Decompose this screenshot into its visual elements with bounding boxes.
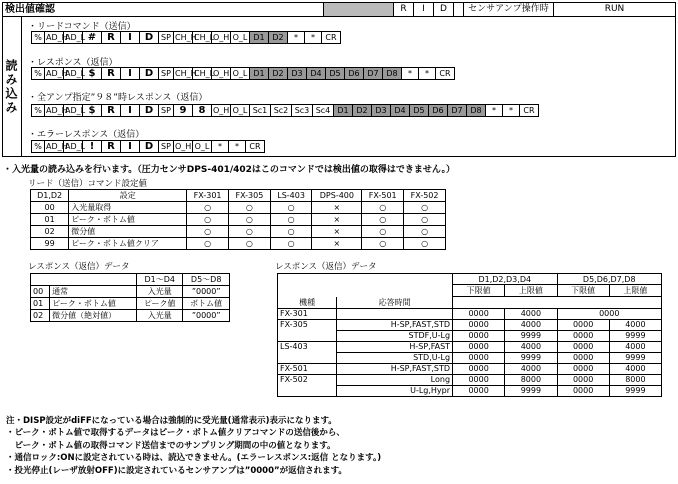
table-cell: ○: [270, 202, 312, 214]
table-cell: ○: [362, 226, 404, 238]
table-cell: ×: [312, 202, 362, 214]
table-row: [278, 374, 662, 385]
frame-cell: SP: [158, 140, 174, 153]
table-cell: STD,U-Lg: [337, 352, 453, 363]
table-cell: ×: [312, 226, 362, 238]
table-cell: 9999: [609, 330, 661, 341]
cmd-table-header: FX-501: [362, 190, 404, 202]
table-cell: ○: [229, 214, 271, 226]
cmd-table-header: 設定: [69, 190, 187, 202]
resp-table-title: レスポンス（返信）データ: [28, 262, 130, 272]
table-cell: ○: [270, 214, 312, 226]
table-cell: LS-403: [278, 341, 337, 352]
frame-cell: AD_H: [46, 106, 68, 115]
table-cell: 01: [31, 214, 69, 226]
table-cell: U-Lg,Hypr: [337, 385, 453, 396]
table-cell: ○: [229, 226, 271, 238]
table-cell: H-SP,FAST,STD: [337, 319, 453, 330]
frame-cell: O_H: [213, 106, 230, 115]
table-row: [31, 310, 230, 322]
cmd-table-header: D1,D2: [31, 190, 69, 202]
frame-cell: CH_L: [194, 69, 215, 78]
note-line: ・投光停止(レーザ放射OFF)に設定されているセンサアンプは”0000”が返信されます。: [6, 465, 347, 476]
frame-cell: D3: [371, 104, 391, 117]
table-cell: 4000: [609, 363, 661, 374]
table-cell: ○: [362, 202, 404, 214]
range-head-low2: 下限値: [557, 285, 609, 297]
table-row: [31, 298, 230, 310]
frame-cell: D5: [325, 67, 345, 80]
frame-cell: D2: [268, 31, 288, 44]
frame-cell: O_L: [230, 67, 250, 80]
table-cell: 9999: [609, 385, 661, 396]
table-cell: 0000: [453, 385, 505, 396]
response-range-table: [277, 273, 662, 397]
frame-cell: CR: [435, 67, 455, 80]
table-cell: ピーク・ボトム値: [50, 298, 137, 310]
header-bar: [2, 2, 676, 17]
note-line: ・ピーク・ボトム値で取得するデータはピーク・ボトム値クリアコマンドの送信後から、: [6, 428, 345, 439]
intro-text: ・入光量の読み込みを行います。（圧力センサDPS-401/402はこのコマンドでは検出値の取得はできません。）: [3, 165, 455, 175]
table-cell: 9999: [505, 330, 557, 341]
table-cell: ピーク・ボトム値: [69, 214, 187, 226]
frame-cell: R: [101, 67, 121, 80]
mode-label: センサアンプ操作時: [463, 3, 553, 16]
frame-cell: D: [139, 31, 159, 44]
table-cell: [337, 308, 453, 319]
table-cell: 入光量取得: [69, 202, 187, 214]
frame-cell: D7: [363, 67, 383, 80]
table-cell: ○: [229, 202, 271, 214]
table-cell: 4000: [505, 308, 557, 319]
cmd-table-header: DPS-400: [312, 190, 362, 202]
table-cell: 微分値: [69, 226, 187, 238]
table-cell: [278, 385, 337, 396]
table-row: [31, 202, 446, 214]
frame-cell: D7: [447, 104, 467, 117]
frame-cell: I: [120, 67, 140, 80]
frame-cell: D6: [428, 104, 448, 117]
table-cell: 0000: [557, 308, 662, 319]
frame-cell: O_H: [213, 69, 230, 78]
table-cell: ○: [270, 226, 312, 238]
frame-cell: D4: [306, 67, 326, 80]
table-cell: 入光量: [137, 310, 183, 322]
frame-cell: O_H: [213, 33, 230, 42]
frame-cell: AD_H: [46, 142, 68, 151]
notes: [6, 415, 381, 477]
table-cell: 8000: [505, 374, 557, 385]
table-cell: FX-502: [278, 374, 337, 385]
frame-cell: D: [139, 140, 159, 153]
table-cell: 00: [31, 202, 69, 214]
table-row: [31, 226, 446, 238]
frame-cell: D8: [382, 67, 402, 80]
table-cell: 通常: [50, 286, 137, 298]
frame-cell: %: [31, 31, 45, 44]
frame-cell: Sc3: [291, 104, 313, 117]
table-row: [278, 341, 662, 352]
table-row: [278, 330, 662, 341]
table-cell: 4000: [505, 319, 557, 330]
frame-cell: I: [120, 31, 140, 44]
range-head-d1: D1,D2,D3,D4: [453, 274, 557, 285]
table-row: [31, 214, 446, 226]
table-cell: 0000: [453, 308, 505, 319]
frame-cell: 9: [173, 104, 193, 117]
table-cell: 00: [31, 286, 50, 298]
frame-cell: R: [101, 104, 121, 117]
frame-cell: I: [120, 104, 140, 117]
table-cell: Long: [337, 374, 453, 385]
mode-value: RUN: [553, 3, 675, 16]
table-cell: 0000: [557, 319, 609, 330]
table-cell: ○: [362, 238, 404, 250]
frame-cell: AD_L: [65, 33, 86, 42]
frame-cell: CH_H: [175, 33, 197, 42]
table-cell: 01: [31, 298, 50, 310]
frame-cell: %: [31, 104, 45, 117]
frame-cell: D: [139, 67, 159, 80]
frame-cell: $: [82, 104, 102, 117]
frame-cell: #: [82, 31, 102, 44]
frame-cell: AD_L: [65, 142, 86, 151]
frame-cell: SP: [158, 104, 174, 117]
frame-cell: AD_L: [65, 69, 86, 78]
frame-cell: O_L: [230, 104, 250, 117]
frame-cell: R: [101, 31, 121, 44]
table-cell: 微分値（絶対値）: [50, 310, 137, 322]
table-cell: [278, 330, 337, 341]
range-head-model: 機種: [278, 297, 337, 309]
frame-cell: SP: [158, 67, 174, 80]
table-cell: H-SP,FAST: [337, 341, 453, 352]
table-cell: ○: [404, 238, 446, 250]
table-cell: 4000: [609, 319, 661, 330]
frame-cell: *: [287, 31, 305, 44]
table-row: [278, 352, 662, 363]
table-cell: ×: [312, 214, 362, 226]
error-frame: [32, 140, 265, 153]
table-cell: ○: [404, 214, 446, 226]
table-cell: STDF,U-Lg: [337, 330, 453, 341]
table-row: [278, 385, 662, 396]
cmd-table-header: FX-502: [404, 190, 446, 202]
range-head-high: 上限値: [505, 285, 557, 297]
page-title: 検出値確認: [5, 4, 55, 15]
table-cell: ○: [404, 202, 446, 214]
frame-cell: CH_H: [175, 69, 197, 78]
response-frame: [32, 67, 455, 80]
table-cell: 0000: [453, 330, 505, 341]
frame-cell: D1: [333, 104, 353, 117]
side-label: 読み込み: [2, 17, 22, 157]
frame-cell: D5: [409, 104, 429, 117]
range-head-d5: D5,D6,D7,D8: [557, 274, 662, 285]
table-cell: ○: [187, 202, 229, 214]
table-cell: FX-305: [278, 319, 337, 330]
table-cell: ピーク・ボトム値クリア: [69, 238, 187, 250]
frame-cell: D4: [390, 104, 410, 117]
frame-cell: AD_H: [46, 69, 68, 78]
table-row: [278, 319, 662, 330]
frame-cell: D6: [344, 67, 364, 80]
frame-cell: D1: [249, 67, 269, 80]
table-cell: 入光量: [137, 286, 183, 298]
response-data-table: [30, 273, 230, 322]
table-cell: ○: [187, 226, 229, 238]
header-spacer: [323, 3, 393, 16]
note-line: 注・DISP設定がdiFFになっている場合は強制的に受光量(通常表示)表示になります。: [6, 416, 337, 426]
table-cell: 9999: [505, 352, 557, 363]
table-cell: 4000: [505, 341, 557, 352]
frame-cell: *: [228, 140, 246, 153]
frame-cell: *: [485, 104, 503, 117]
read-frame-label: ・リードコマンド（送信）: [28, 22, 136, 32]
table-row: [31, 286, 230, 298]
frame-cell: D3: [287, 67, 307, 80]
frame-cell: D2: [352, 104, 372, 117]
cmd-letter-i: I: [413, 3, 433, 16]
frame-cell: CR: [321, 31, 341, 44]
frame-cell: *: [502, 104, 520, 117]
table-cell: 8000: [609, 374, 661, 385]
frame-cell: D2: [268, 67, 288, 80]
table-cell: 4000: [609, 341, 661, 352]
table-cell: 0000: [453, 352, 505, 363]
table-row: [278, 363, 662, 374]
table-cell: ○: [270, 238, 312, 250]
frame-cell: SP: [158, 31, 174, 44]
cmd-letter-r: R: [393, 3, 413, 16]
frame-cell: 8: [192, 104, 212, 117]
cmd-table-header: FX-301: [187, 190, 229, 202]
note-line: ピーク・ボトム値の取得コマンド送信までのサンプリング期間の中の値となります。: [6, 440, 336, 451]
frame-cell: D: [139, 104, 159, 117]
frame-cell: CH_L: [194, 33, 215, 42]
table-cell: ○: [229, 238, 271, 250]
table-cell: FX-501: [278, 363, 337, 374]
table-cell: 0000: [557, 330, 609, 341]
frame-cell: AD_H: [46, 33, 68, 42]
table-row: [31, 238, 446, 250]
table-cell: ”0000”: [183, 310, 230, 322]
cmd-table-header: LS-403: [270, 190, 312, 202]
table-cell: 9999: [609, 352, 661, 363]
range-head-time: 応答時間: [337, 297, 453, 309]
frame-cell: O_H: [175, 142, 192, 151]
table-cell: H-SP,FAST,STD: [337, 363, 453, 374]
read-frame: [32, 31, 341, 44]
table-cell: ○: [187, 214, 229, 226]
frame-cell: CR: [245, 140, 265, 153]
all-amp-frame-label: ・全アンプ指定”９８”時レスポンス（返信）: [28, 93, 208, 103]
table-cell: 99: [31, 238, 69, 250]
frame-cell: O_L: [192, 140, 212, 153]
table-cell: 0000: [557, 385, 609, 396]
table-cell: ○: [187, 238, 229, 250]
table-cell: ×: [312, 238, 362, 250]
cmd-table-title: リード（送信）コマンド設定値: [28, 179, 148, 189]
table-cell: 0000: [453, 319, 505, 330]
frame-cell: %: [31, 140, 45, 153]
table-cell: ボトム値: [183, 298, 230, 310]
data-table-title: レスポンス（返信）データ: [275, 262, 377, 272]
table-cell: 02: [31, 310, 50, 322]
table-cell: 0000: [453, 363, 505, 374]
table-cell: ○: [362, 214, 404, 226]
frame-cell: *: [304, 31, 322, 44]
frame-cell: I: [120, 140, 140, 153]
frame-cell: AD_L: [65, 106, 86, 115]
frame-cell: Sc1: [249, 104, 271, 117]
frame-cell: R: [101, 140, 121, 153]
frame-cell: %: [31, 67, 45, 80]
frame-cell: !: [82, 140, 102, 153]
resp-head-d1: D1～D4: [137, 274, 183, 286]
table-cell: ○: [404, 226, 446, 238]
table-cell: [278, 352, 337, 363]
table-cell: 0000: [557, 352, 609, 363]
table-cell: 9999: [505, 385, 557, 396]
table-cell: 02: [31, 226, 69, 238]
resp-head-d5: D5～D8: [183, 274, 230, 286]
frame-cell: D8: [466, 104, 486, 117]
frame-cell: O_L: [230, 31, 250, 44]
frame-cell: Sc2: [270, 104, 292, 117]
note-line: ・通信ロック:ONに設定されている時は、読込できません。(エラーレスポンス:返信 となります。): [6, 453, 382, 464]
table-cell: 0000: [557, 374, 609, 385]
cmd-letter-d: D: [433, 3, 453, 16]
frame-cell: $: [82, 67, 102, 80]
frame-cell: Sc4: [312, 104, 334, 117]
cmd-table-header: FX-305: [229, 190, 271, 202]
response-frame-label: ・レスポンス（返信）: [28, 58, 118, 68]
range-head-low: 下限値: [453, 285, 505, 297]
table-cell: 0000: [453, 341, 505, 352]
frame-cell: *: [418, 67, 436, 80]
frame-cell: *: [401, 67, 419, 80]
error-frame-label: ・エラーレスポンス（返信）: [28, 130, 145, 140]
frame-cell: D1: [249, 31, 269, 44]
frame-cell: CR: [519, 104, 539, 117]
table-cell: ”0000”: [183, 286, 230, 298]
table-row: [278, 308, 662, 319]
frame-cell: *: [211, 140, 229, 153]
table-cell: FX-301: [278, 308, 337, 319]
table-cell: 0000: [557, 341, 609, 352]
range-head-high2: 上限値: [609, 285, 661, 297]
table-cell: ピーク値: [137, 298, 183, 310]
all-amp-frame: [32, 104, 539, 117]
cmd-settings-table: [30, 189, 446, 250]
table-cell: 4000: [505, 363, 557, 374]
table-cell: 0000: [453, 374, 505, 385]
table-cell: 0000: [557, 363, 609, 374]
